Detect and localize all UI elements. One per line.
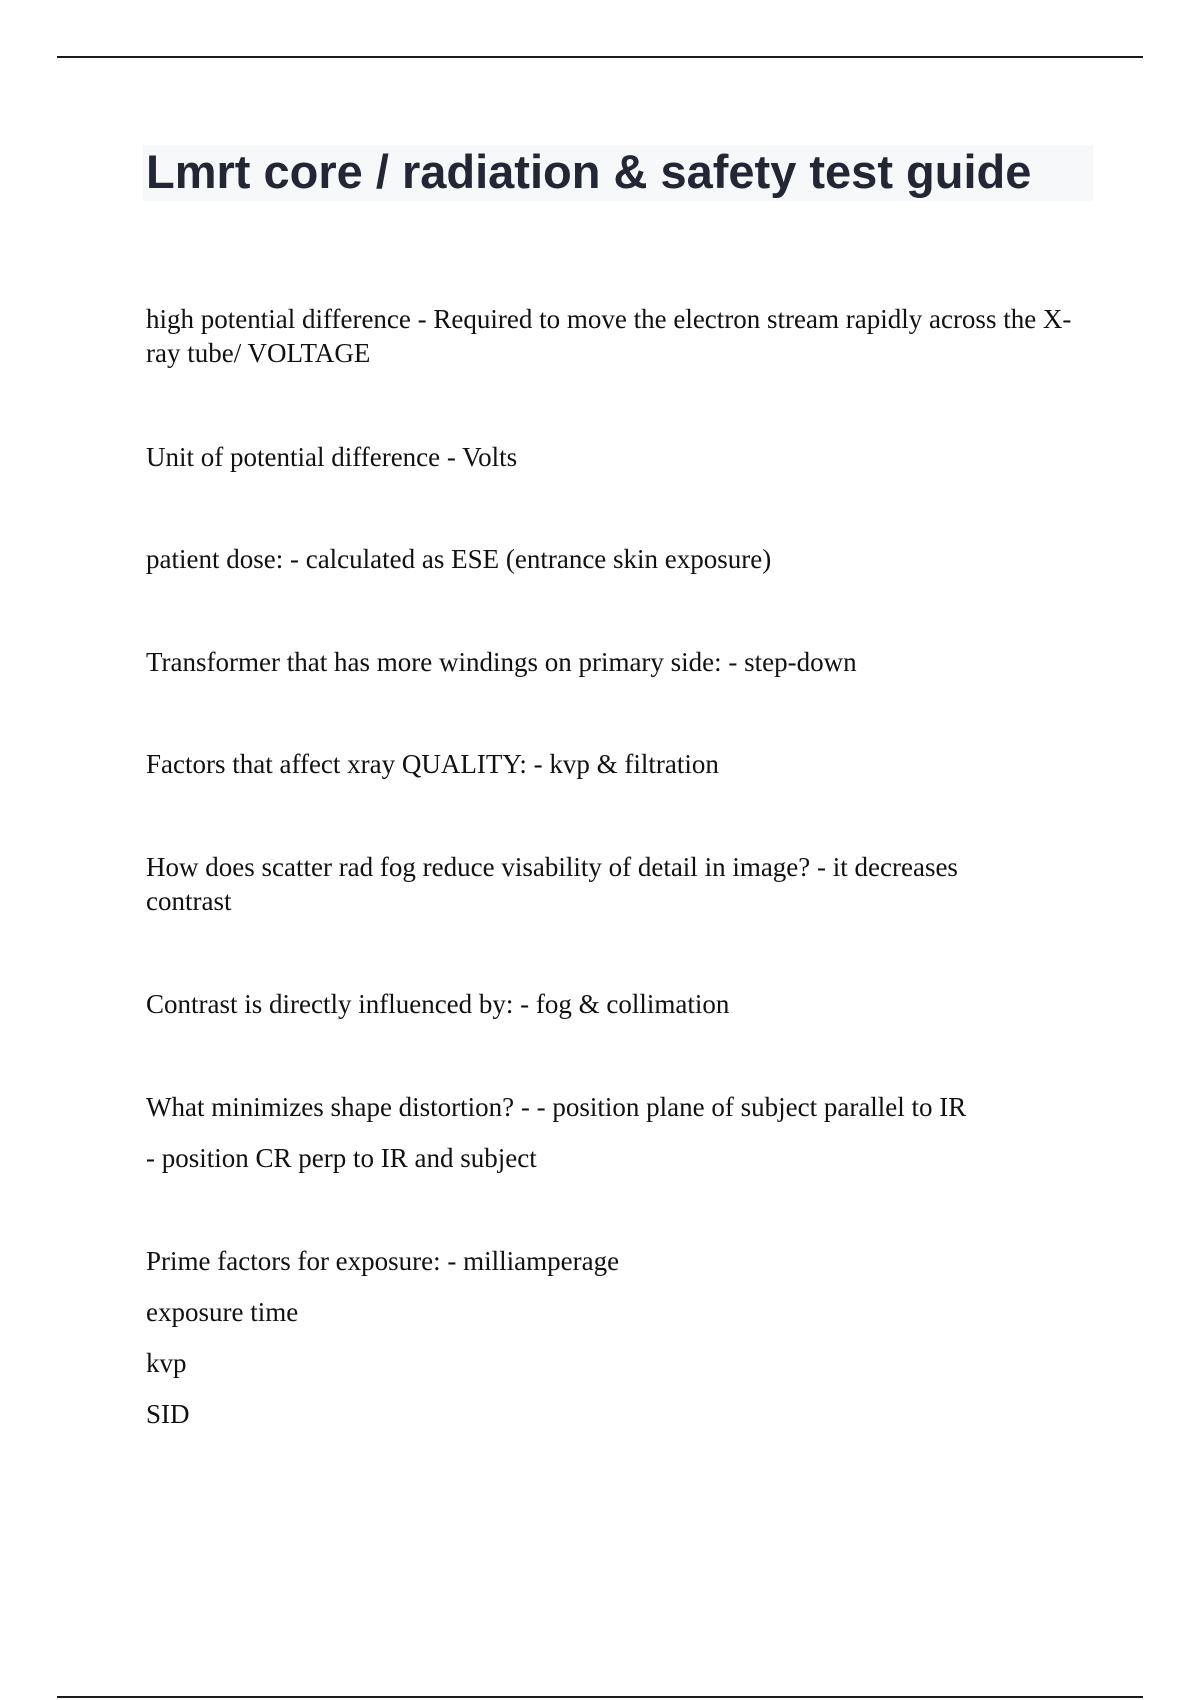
study-entry	[146, 850, 1016, 918]
entry-text: Factors that affect xray QUALITY: - kvp & filtration	[146, 749, 719, 779]
study-entry	[146, 302, 1096, 370]
study-entry	[146, 542, 1096, 576]
bottom-divider	[57, 1696, 1143, 1698]
entry-text-continued: exposure time	[146, 1297, 299, 1327]
study-entry	[146, 645, 1096, 679]
entry-text: Unit of potential difference - Volts	[146, 442, 518, 472]
entry-text: What minimizes shape distortion? - - position plane of subject parallel to IR	[146, 1092, 967, 1122]
study-entry	[146, 1236, 1096, 1440]
entry-text-continued: - position CR perp to IR and subject	[146, 1143, 537, 1173]
entry-text-continued: SID	[146, 1399, 190, 1429]
entry-text: Contrast is directly influenced by: - fog & collimation	[146, 989, 730, 1019]
study-entry	[146, 1082, 1096, 1184]
study-entry	[146, 747, 1096, 781]
entry-text: high potential difference - Required to move the electron stream rapidly across the X-ray tube/ VOLTAGE	[146, 304, 1072, 368]
entry-text: Prime factors for exposure: - milliamperage	[146, 1246, 620, 1276]
study-entry	[146, 440, 1096, 474]
entry-text: Transformer that has more windings on primary side: - step-down	[146, 647, 857, 677]
study-entry	[146, 987, 1096, 1021]
entry-text: How does scatter rad fog reduce visability of detail in image? - it decreases contrast	[146, 852, 958, 916]
document-title: Lmrt core / radiation & safety test guide	[146, 145, 1032, 198]
entry-text-continued: kvp	[146, 1348, 187, 1378]
top-divider	[57, 56, 1143, 58]
entry-text: patient dose: - calculated as ESE (entrance skin exposure)	[146, 544, 772, 574]
